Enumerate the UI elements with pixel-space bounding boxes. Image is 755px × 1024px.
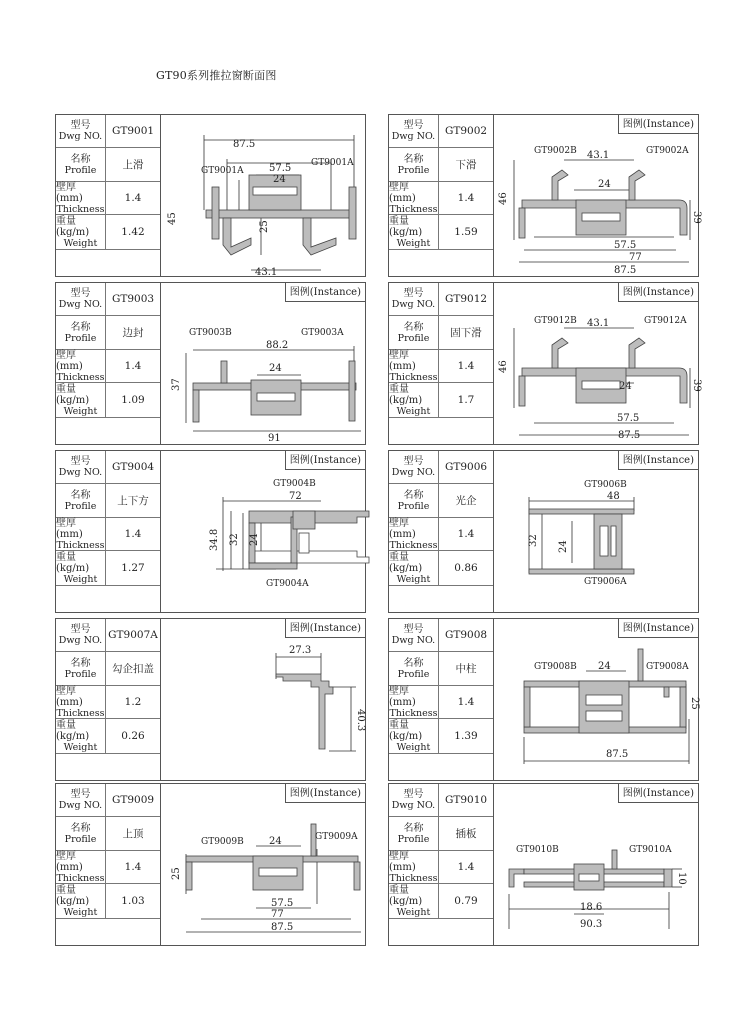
part-label: GT9002B (534, 146, 577, 156)
model-label-cn: 型号 (403, 789, 424, 800)
model-label-cn: 型号 (70, 624, 91, 635)
profile-label-en: Profile (397, 332, 430, 344)
weight-value: 1.59 (454, 226, 478, 238)
thickness-label-en: Thickness (389, 872, 438, 884)
dwg-number: GT9006 (444, 461, 488, 473)
profile-card-gt9007a (55, 618, 366, 781)
dim-text: 24 (273, 174, 286, 185)
part-label: GT9006A (584, 577, 627, 587)
dim-text: 77 (271, 909, 284, 920)
dim-text: 46 (498, 360, 509, 373)
instance-label: 图例(Instance) (618, 784, 698, 803)
profile-name: 下滑 (455, 159, 477, 171)
profile-label-en: Profile (397, 833, 430, 845)
dim-text: 39 (691, 211, 702, 224)
dim-text: 10 (676, 872, 687, 885)
profile-drawing-gt9007a (161, 619, 366, 780)
profile-label-cn: 名称 (70, 153, 91, 165)
dim-text: 37 (171, 378, 182, 391)
thickness-label-cn: 壁厚 (mm) (389, 181, 416, 204)
model-label-en: Dwg NO. (391, 635, 436, 646)
thickness-label-cn: 壁厚 (mm) (389, 349, 416, 372)
weight-value: 1.7 (457, 394, 475, 406)
profile-label-cn: 名称 (403, 489, 424, 501)
thickness-value: 1.4 (124, 192, 142, 204)
thickness-label-en: Thickness (389, 539, 438, 551)
dim-text: 24 (619, 381, 632, 392)
profile-label-cn: 名称 (70, 321, 91, 333)
thickness-label-en: Thickness (56, 707, 105, 719)
dim-text: 25 (171, 867, 182, 880)
weight-label-en: Weight (396, 906, 431, 918)
part-label: GT9010B (516, 845, 559, 855)
instance-label: 图例(Instance) (285, 784, 365, 803)
model-label-cn: 型号 (70, 789, 91, 800)
part-label: GT9012A (644, 316, 687, 326)
model-label-en: Dwg NO. (58, 800, 103, 811)
thickness-label-en: Thickness (389, 203, 438, 215)
dim-text: 34.8 (209, 528, 220, 551)
instance-label: 图例(Instance) (618, 619, 698, 638)
model-label-en: Dwg NO. (391, 467, 436, 478)
profile-name: 边封 (122, 327, 144, 339)
profile-drawing-gt9010 (494, 784, 699, 945)
weight-label-cn: 重量 (kg/m) (389, 383, 423, 406)
dim-text: 57.5 (271, 898, 294, 909)
profile-name: 插板 (455, 828, 477, 840)
instance-label: 图例(Instance) (618, 451, 698, 470)
part-label: GT9004A (266, 579, 309, 589)
weight-label-en: Weight (396, 237, 431, 249)
dim-text: 57.5 (269, 163, 292, 174)
weight-label-en: Weight (63, 741, 98, 753)
weight-value: 1.03 (121, 895, 145, 907)
profile-label-en: Profile (64, 833, 97, 845)
model-label-cn: 型号 (70, 456, 91, 467)
profile-drawing-gt9012 (494, 283, 702, 444)
part-label: GT9012B (534, 316, 577, 326)
dim-text: 87.5 (271, 922, 294, 933)
part-label: GT9009B (201, 837, 244, 847)
profile-label-cn: 名称 (70, 657, 91, 669)
weight-row (56, 215, 160, 250)
weight-label-en: Weight (63, 237, 98, 249)
thickness-label-en: Thickness (389, 707, 438, 719)
weight-value: 1.27 (121, 562, 145, 574)
part-label: GT9008B (534, 662, 577, 672)
thickness-value: 1.2 (124, 696, 142, 708)
model-label-en: Dwg NO. (391, 800, 436, 811)
model-label-en: Dwg NO. (58, 467, 103, 478)
dim-text: 43.1 (587, 150, 610, 161)
thickness-row (56, 182, 160, 215)
weight-label-cn: 重量 (kg/m) (56, 383, 90, 406)
profile-label-cn: 名称 (403, 321, 424, 333)
part-label: GT9004B (273, 479, 316, 489)
model-label-cn: 型号 (70, 120, 91, 131)
dim-text: 24 (269, 836, 282, 847)
part-label: GT9002A (646, 146, 689, 156)
weight-label-en: Weight (396, 741, 431, 753)
weight-label-cn: 重量 (kg/m) (56, 215, 90, 238)
weight-label-en: Weight (63, 573, 98, 585)
dim-text: 25 (689, 697, 700, 710)
weight-label-cn: 重量 (kg/m) (389, 719, 423, 742)
profile-card-gt9003 (55, 282, 366, 445)
dim-text: 25 (259, 220, 270, 233)
dim-text: 39 (691, 379, 702, 392)
weight-label-en: Weight (63, 906, 98, 918)
dim-text: 48 (607, 491, 620, 502)
dwg-number: GT9010 (444, 794, 488, 806)
thickness-value: 1.4 (457, 528, 475, 540)
dim-text: 43.1 (587, 318, 610, 329)
thickness-label-cn: 壁厚 (mm) (389, 850, 416, 873)
part-label: GT9009A (315, 832, 358, 842)
dim-text: 27.3 (289, 645, 312, 656)
thickness-value: 1.4 (457, 696, 475, 708)
dwg-number: GT9012 (444, 293, 488, 305)
dim-text: 24 (598, 661, 611, 672)
dim-text: 57.5 (614, 240, 637, 251)
dim-text: 87.5 (606, 749, 629, 760)
profile-name: 中柱 (455, 663, 477, 675)
profile-label-en: Profile (64, 332, 97, 344)
instance-label: 图例(Instance) (285, 283, 365, 302)
weight-label-en: Weight (396, 573, 431, 585)
thickness-label-cn: 壁厚 (mm) (389, 685, 416, 708)
profile-drawing-gt9004 (161, 451, 366, 612)
profile-drawing-gt9006 (494, 451, 699, 612)
profile-label-en: Profile (64, 164, 97, 176)
profile-row (56, 148, 160, 182)
instance-label: 图例(Instance) (618, 283, 698, 302)
thickness-label-cn: 壁厚 (mm) (389, 517, 416, 540)
model-label-en: Dwg NO. (58, 299, 103, 310)
part-label: GT9001A (201, 166, 244, 176)
dim-text: 24 (598, 179, 611, 190)
dwg-number: GT9007A (108, 629, 158, 641)
dwg-number: GT9004 (111, 461, 155, 473)
profile-card-gt9008 (388, 618, 699, 781)
profile-name: 上滑 (122, 159, 144, 171)
dim-text: 77 (629, 252, 642, 263)
dwg-number: GT9008 (444, 629, 488, 641)
dim-text: 87.5 (618, 430, 641, 441)
part-label: GT9008A (646, 662, 689, 672)
dim-text: 72 (289, 491, 302, 502)
profile-card-gt9001 (55, 114, 366, 277)
dim-text: 87.5 (614, 265, 637, 276)
profile-drawing-gt9001 (161, 115, 366, 276)
thickness-value: 1.4 (124, 528, 142, 540)
dim-text: 57.5 (617, 413, 640, 424)
profile-card-gt9010 (388, 783, 699, 946)
profile-name: 勾企扣盖 (112, 663, 154, 675)
weight-label-cn: 重量 (kg/m) (389, 884, 423, 907)
dim-text: 32 (229, 533, 240, 546)
profile-drawing-gt9008 (494, 619, 699, 780)
dim-text: 18.6 (580, 902, 603, 913)
thickness-label-cn: 壁厚 (mm) (56, 181, 83, 204)
dwg-number: GT9009 (111, 794, 155, 806)
weight-label-cn: 重量 (kg/m) (56, 719, 90, 742)
thickness-label-cn: 壁厚 (mm) (56, 349, 83, 372)
weight-label-cn: 重量 (kg/m) (56, 551, 90, 574)
model-label-en: Dwg NO. (391, 299, 436, 310)
profile-drawing-gt9002 (494, 115, 702, 276)
profile-label-cn: 名称 (403, 153, 424, 165)
part-label: GT9003B (189, 328, 232, 338)
weight-value: 0.26 (121, 730, 145, 742)
page-title: GT90系列推拉窗断面图 (156, 69, 277, 82)
profile-name: 上下方 (117, 495, 149, 507)
model-row (56, 115, 160, 148)
weight-value: 1.39 (454, 730, 478, 742)
profile-card-gt9012 (388, 282, 702, 445)
model-label-en: Dwg NO. (58, 635, 103, 646)
profile-name: 固下滑 (450, 327, 482, 339)
profile-label-en: Profile (64, 500, 97, 512)
profile-label-en: Profile (397, 500, 430, 512)
dim-text: 45 (167, 212, 178, 225)
dim-text: 40.3 (355, 709, 366, 732)
instance-label: 图例(Instance) (618, 115, 698, 134)
weight-label-en: Weight (63, 405, 98, 417)
weight-value: 1.42 (121, 226, 145, 238)
dim-text: 91 (268, 433, 281, 444)
thickness-value: 1.4 (457, 360, 475, 372)
model-label-cn: 型号 (403, 456, 424, 467)
profile-drawing-gt9003 (161, 283, 366, 444)
model-label-cn: 型号 (403, 624, 424, 635)
profile-label-cn: 名称 (70, 489, 91, 501)
dim-text: 46 (498, 192, 509, 205)
part-label: GT9006B (584, 480, 627, 490)
model-label-cn: 型号 (403, 120, 424, 131)
profile-label-en: Profile (397, 164, 430, 176)
profile-label-cn: 名称 (70, 822, 91, 834)
thickness-label-en: Thickness (56, 203, 105, 215)
thickness-value: 1.4 (457, 861, 475, 873)
dim-text: 32 (528, 534, 539, 547)
thickness-label-en: Thickness (389, 371, 438, 383)
weight-label-cn: 重量 (kg/m) (389, 215, 423, 238)
thickness-label-en: Thickness (56, 539, 105, 551)
dim-text: 90.3 (580, 919, 603, 930)
dim-text: 24 (558, 540, 569, 553)
part-label: GT9003A (301, 328, 344, 338)
dim-text: 24 (249, 533, 260, 546)
thickness-value: 1.4 (457, 192, 475, 204)
model-label-en: Dwg NO. (58, 131, 103, 142)
profile-name: 光企 (455, 495, 477, 507)
dim-text: 24 (269, 363, 282, 374)
thickness-label-cn: 壁厚 (mm) (56, 517, 83, 540)
thickness-label-en: Thickness (56, 371, 105, 383)
model-label-cn: 型号 (70, 288, 91, 299)
dwg-number: GT9001 (111, 125, 155, 137)
part-label: GT9001A (311, 158, 354, 168)
weight-value: 0.86 (454, 562, 478, 574)
profile-card-gt9002 (388, 114, 702, 277)
part-label: GT9010A (629, 845, 672, 855)
profile-card-gt9004 (55, 450, 366, 613)
weight-value: 1.09 (121, 394, 145, 406)
weight-label-cn: 重量 (kg/m) (389, 551, 423, 574)
model-label-cn: 型号 (403, 288, 424, 299)
profile-label-cn: 名称 (403, 657, 424, 669)
model-label-en: Dwg NO. (391, 131, 436, 142)
weight-value: 0.79 (454, 895, 478, 907)
profile-name: 上顶 (122, 828, 144, 840)
weight-label-cn: 重量 (kg/m) (56, 884, 90, 907)
thickness-label-cn: 壁厚 (mm) (56, 850, 83, 873)
dim-text: 43.1 (255, 267, 278, 278)
dim-text: 88.2 (266, 340, 289, 351)
profile-card-gt9006 (388, 450, 699, 613)
dwg-number: GT9002 (444, 125, 488, 137)
profile-card-gt9009 (55, 783, 366, 946)
dim-text: 87.5 (233, 139, 256, 150)
profile-label-en: Profile (64, 668, 97, 680)
dwg-number: GT9003 (111, 293, 155, 305)
profile-label-cn: 名称 (403, 822, 424, 834)
instance-label: 图例(Instance) (285, 451, 365, 470)
thickness-value: 1.4 (124, 360, 142, 372)
instance-label: 图例(Instance) (285, 619, 365, 638)
profile-drawing-gt9009 (161, 784, 366, 945)
weight-label-en: Weight (396, 405, 431, 417)
thickness-value: 1.4 (124, 861, 142, 873)
profile-label-en: Profile (397, 668, 430, 680)
thickness-label-en: Thickness (56, 872, 105, 884)
thickness-label-cn: 壁厚 (mm) (56, 685, 83, 708)
